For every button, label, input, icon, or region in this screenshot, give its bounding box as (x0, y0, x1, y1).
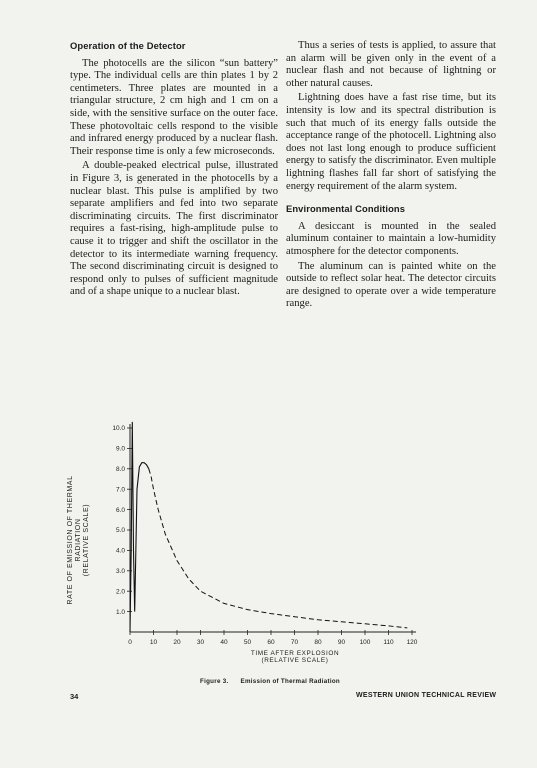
x-tick-label: 60 (267, 639, 275, 646)
y-tick-label: 1.0 (115, 608, 125, 616)
y-tick-label: 4.0 (115, 547, 125, 555)
x-tick-label: 80 (314, 639, 322, 646)
y-axis-title (67, 465, 91, 615)
y-axis-title-line1: RATE OF EMISSION OF THERMAL RADIATION (67, 475, 82, 605)
left-column (70, 40, 278, 301)
y-tick-label: 2.0 (115, 588, 125, 596)
x-tick-label: 0 (128, 639, 132, 646)
figure-caption-label: Figure 3. (200, 678, 229, 685)
page-number: 34 (70, 692, 79, 701)
x-axis-title (220, 650, 370, 665)
x-tick-label: 40 (220, 639, 228, 646)
x-tick-label: 70 (290, 639, 299, 646)
right-column (286, 40, 496, 313)
y-tick-label: 10.0 (112, 425, 125, 433)
x-tick-label: 50 (243, 639, 252, 646)
data-series-line-peak (130, 422, 149, 632)
x-axis-title-line2: (RELATIVE SCALE) (261, 657, 329, 665)
x-tick-label: 120 (406, 639, 418, 646)
thermal-radiation-chart (60, 410, 440, 700)
x-tick-label: 30 (196, 639, 205, 646)
y-tick-label: 9.0 (115, 445, 125, 453)
y-tick-label: 5.0 (115, 527, 125, 535)
paragraph: A desiccant is mounted in the sealed aluminum container to maintain a low-humidity atmosphere for the detector components. (286, 220, 496, 257)
x-tick-label: 20 (173, 639, 181, 646)
journal-title: WESTERN UNION TECHNICAL REVIEW (356, 692, 497, 699)
y-axis-title-line2: (RELATIVE SCALE) (83, 503, 90, 577)
paragraph: Lightning does have a fast rise time, but its intensity is low and its spectral distribution is such that much of its energy falls outside the acceptance range of the photocell. Lightning also does not last long enough to produce sufficient energy to satisfy the discriminator. Even multiple lightning flashes fall far short of satisfying the energy requirement of the alarm system. (286, 92, 496, 192)
y-tick-label: 7.0 (115, 486, 125, 494)
chart-plot (60, 410, 440, 650)
x-axis-title-line1: TIME AFTER EXPLOSION (250, 650, 340, 657)
y-tick-label: 8.0 (115, 466, 125, 473)
paragraph: Thus a series of tests is applied, to assure that an alarm will be given only in the event of a nuclear flash and not because of lightning or other natural causes. (286, 40, 496, 89)
paragraph: The aluminum can is painted white on the outside to reflect solar heat. The detector circuits are designed to operate over a wide temperature range. (286, 260, 496, 310)
paragraph: A double-peaked electrical pulse, illustrated in Figure 3, is generated in the photocells by a nuclear blast. This pulse is amplified by two separate amplifiers and fed into two separate discriminating circuits. The first discriminator requires a fast-rising, high-amplitude pulse to cause it to trigger and shift the oscillator in the detector to its intermediate warning frequency. The second discriminating circuit is designed to respond only to pulses of sufficient magnitude and of a shape unique to a nuclear blast. (70, 160, 278, 298)
y-tick-label: 6.0 (115, 506, 125, 514)
x-tick-label: 90 (337, 639, 346, 646)
section-heading-environmental: Environmental Conditions (286, 203, 406, 215)
figure-caption (200, 678, 350, 685)
x-tick-label: 110 (383, 639, 394, 646)
data-series-line-decay (149, 469, 408, 628)
figure-caption-text: Emission of Thermal Radiation (240, 678, 340, 685)
x-tick-label: 100 (359, 639, 371, 646)
paragraph: The photocells are the silicon “sun battery” type. The individual cells are thin plates 1 by 2 centimeters. Three plates are mounted in a triangular structure, 2 cm high and 1 cm on a side, with the sensitive surface on the outer face. These photovoltaic cells respond to the visible and infrared energy produced by a nuclear flash. Their response time is only a few microseconds. (70, 57, 278, 157)
y-tick-label: 3.0 (115, 568, 125, 575)
x-tick-label: 10 (149, 639, 158, 646)
section-heading-operation: Operation of the Detector (70, 40, 186, 51)
